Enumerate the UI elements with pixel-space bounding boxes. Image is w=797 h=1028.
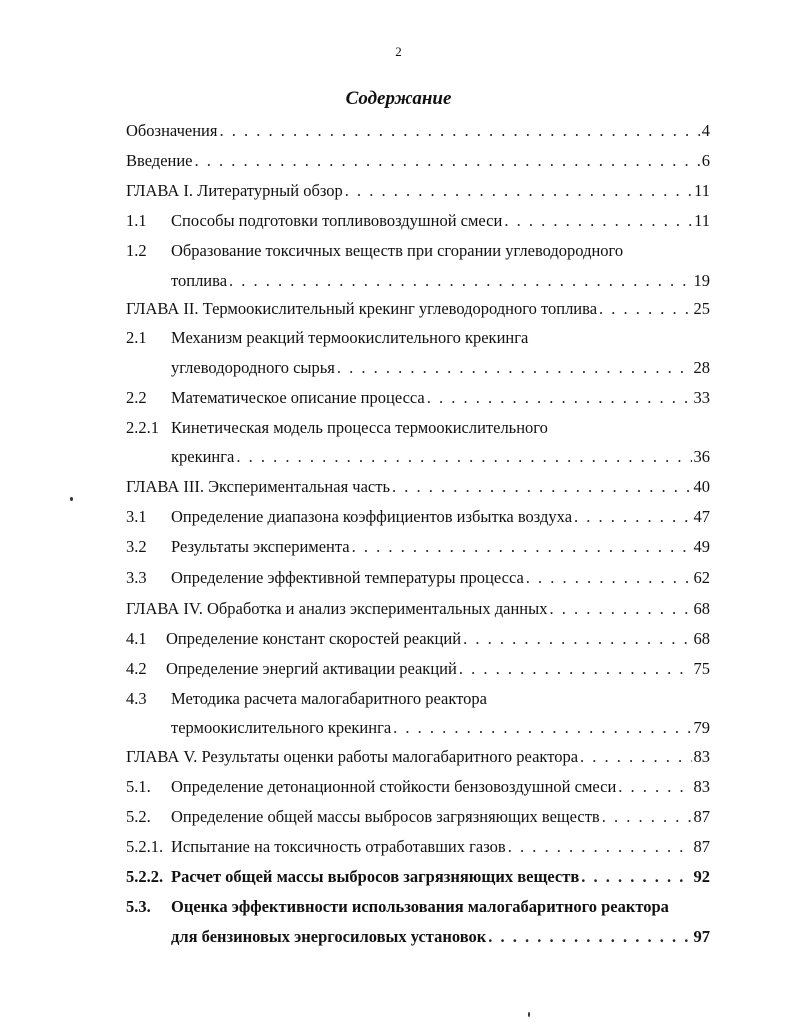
page-number: 2 [395, 44, 402, 59]
toc-entry-page: 79 [693, 718, 710, 737]
toc-entry-number: 2.2.1 [126, 418, 159, 437]
toc-entry-page: 87 [693, 837, 710, 856]
toc-entry-text: Испытание на токсичность отработавших газов [171, 837, 506, 856]
toc-entry-4-1 [126, 628, 710, 650]
toc-entry-number: 1.1 [126, 211, 147, 230]
toc-entry-1-2-cont [171, 270, 710, 292]
toc-leader-dots [463, 628, 691, 650]
toc-entry-4-3-cont [171, 717, 710, 739]
toc-leader-dots [602, 806, 692, 828]
toc-entry-page: 92 [693, 867, 710, 886]
toc-leader-dots [337, 357, 692, 379]
toc-entry-page: 75 [693, 659, 710, 678]
toc-leader-dots [229, 270, 691, 292]
scan-speck [70, 497, 73, 501]
toc-entry-page: 68 [693, 629, 710, 648]
toc-entry-2-2 [126, 387, 710, 409]
toc-entry-5-3-cont [171, 926, 710, 948]
toc-entry-5-3 [126, 896, 710, 918]
toc-entry-number: 2.2 [126, 388, 147, 407]
toc-entry-4-3 [126, 688, 710, 710]
toc-entry-2-1-cont [171, 357, 710, 379]
toc-entry-5-2 [126, 806, 710, 828]
toc-entry-number: 4.1 [126, 629, 147, 648]
toc-entry-text: углеводородного сырья [171, 358, 335, 377]
toc-leader-dots [599, 298, 691, 320]
toc-entry-5-1 [126, 776, 710, 798]
toc-entry-text: Расчет общей массы выбросов загрязняющих веществ [171, 867, 580, 886]
toc-entry-text: Методика расчета малогабаритного реактора [171, 689, 487, 708]
toc-entry-page: 19 [693, 271, 710, 290]
toc-entry-1-1 [126, 210, 710, 232]
page-title: Содержание [345, 88, 452, 109]
toc-entry-page: 49 [693, 537, 710, 556]
toc-entry-5-2-1 [126, 836, 710, 858]
toc-entry-text: Механизм реакций термоокислительного крекинга [171, 328, 529, 347]
toc-entry-text: Определение детонационной стойкости бензовоздушной смеси [171, 777, 617, 796]
toc-entry-number: 5.2.2. [126, 867, 164, 886]
toc-entry-4-2 [126, 658, 710, 680]
toc-leader-dots [393, 717, 691, 739]
toc-entry-page: 62 [693, 568, 710, 587]
toc-entry-text: термоокислительного крекинга [171, 718, 392, 737]
toc-entry-page: 87 [693, 807, 710, 826]
toc-leader-dots [236, 446, 691, 468]
toc-entry-chapter-1 [126, 180, 710, 202]
toc-entry-text: ГЛАВА III. Экспериментальная часть [126, 477, 390, 496]
toc-entry-3-3 [126, 567, 710, 589]
toc-entry-text: Определение энергий активации реакций [166, 659, 457, 678]
toc-entry-introduction [126, 150, 710, 172]
toc-entry-number: 3.2 [126, 537, 147, 556]
toc-entry-text: Определение диапазона коэффициентов избытка воздуха [171, 507, 573, 526]
toc-leader-dots [574, 506, 691, 528]
toc-leader-dots [526, 567, 692, 589]
toc-entry-designations [126, 120, 710, 142]
toc-leader-dots [618, 776, 691, 798]
toc-leader-dots [392, 476, 692, 498]
toc-entry-number: 5.2.1. [126, 837, 164, 856]
toc-entry-number: 3.1 [126, 507, 147, 526]
toc-entry-text: ГЛАВА I. Литературный обзор [126, 181, 343, 200]
toc-entry-1-2 [126, 240, 710, 262]
toc-leader-dots [345, 180, 692, 202]
toc-entry-text: Способы подготовки топливовоздушной смеси [171, 211, 503, 230]
toc-entry-page: 11 [694, 181, 710, 200]
toc-leader-dots [352, 536, 692, 558]
toc-entry-page: 36 [693, 447, 710, 466]
toc-entry-page: 28 [693, 358, 710, 377]
toc-leader-dots [581, 866, 691, 888]
toc-entry-number: 1.2 [126, 241, 147, 260]
scan-speck [528, 1012, 530, 1017]
toc-entry-3-1 [126, 506, 710, 528]
toc-entry-text: Обозначения [126, 121, 218, 140]
toc-entry-page: 33 [693, 388, 710, 407]
toc-entry-page: 11 [694, 211, 710, 230]
toc-leader-dots [508, 836, 692, 858]
toc-entry-text: Математическое описание процесса [171, 388, 425, 407]
toc-entry-page: 68 [693, 599, 710, 618]
toc-entry-text: Определение констант скоростей реакций [166, 629, 462, 648]
toc-entry-text: ГЛАВА II. Термоокислительный крекинг углеводородного топлива [126, 299, 598, 318]
toc-entry-text: Определение общей массы выбросов загрязняющих веществ [171, 807, 600, 826]
toc-entry-text: ГЛАВА V. Результаты оценки работы малогабаритного реактора [126, 747, 579, 766]
toc-entry-text: топлива [171, 271, 228, 290]
toc-entry-text: ГЛАВА IV. Обработка и анализ экспериментальных данных [126, 599, 548, 618]
toc-entry-page: 47 [693, 507, 710, 526]
toc-entry-2-2-1 [126, 417, 710, 439]
toc-leader-dots [488, 926, 691, 948]
toc-leader-dots [580, 746, 691, 768]
toc-entry-text: Результаты эксперимента [171, 537, 350, 556]
toc-entry-page: 83 [693, 777, 710, 796]
toc-entry-chapter-3 [126, 476, 710, 498]
toc-entry-number: 4.3 [126, 689, 147, 708]
toc-entry-text: Кинетическая модель процесса термоокислительного [171, 418, 548, 437]
toc-entry-chapter-4 [126, 598, 710, 620]
toc-entry-text: для бензиновых энергосиловых установок [171, 927, 487, 946]
toc-entry-5-2-2 [126, 866, 710, 888]
toc-leader-dots [504, 210, 692, 232]
toc-entry-chapter-2 [126, 298, 710, 320]
toc-leader-dots [195, 150, 700, 172]
toc-entry-number: 5.2. [126, 807, 151, 826]
toc-leader-dots [549, 598, 691, 620]
toc-entry-text: крекинга [171, 447, 235, 466]
toc-leader-dots [427, 387, 692, 409]
toc-entry-3-2 [126, 536, 710, 558]
toc-entry-number: 5.1. [126, 777, 151, 796]
toc-entry-page: 40 [693, 477, 710, 496]
toc-entry-2-2-1-cont [171, 446, 710, 468]
toc-entry-number: 4.2 [126, 659, 147, 678]
toc-entry-text: Введение [126, 151, 193, 170]
toc-entry-number: 2.1 [126, 328, 147, 347]
toc-entry-2-1 [126, 327, 710, 349]
toc-entry-page: 83 [693, 747, 710, 766]
toc-entry-page: 97 [693, 927, 710, 946]
toc-entry-number: 3.3 [126, 568, 147, 587]
toc-entry-chapter-5 [126, 746, 710, 768]
toc-leader-dots [219, 120, 699, 142]
toc-leader-dots [459, 658, 692, 680]
toc-entry-number: 5.3. [126, 897, 151, 916]
toc-entry-text: Определение эффективной температуры процесса [171, 568, 524, 587]
toc-entry-text: Образование токсичных веществ при сгорании углеводородного [171, 241, 624, 260]
toc-entry-page: 6 [701, 151, 710, 170]
toc-entry-page: 25 [693, 299, 710, 318]
toc-entry-text: Оценка эффективности использования малогабаритного реактора [171, 897, 669, 916]
toc-entry-page: 4 [701, 121, 710, 140]
